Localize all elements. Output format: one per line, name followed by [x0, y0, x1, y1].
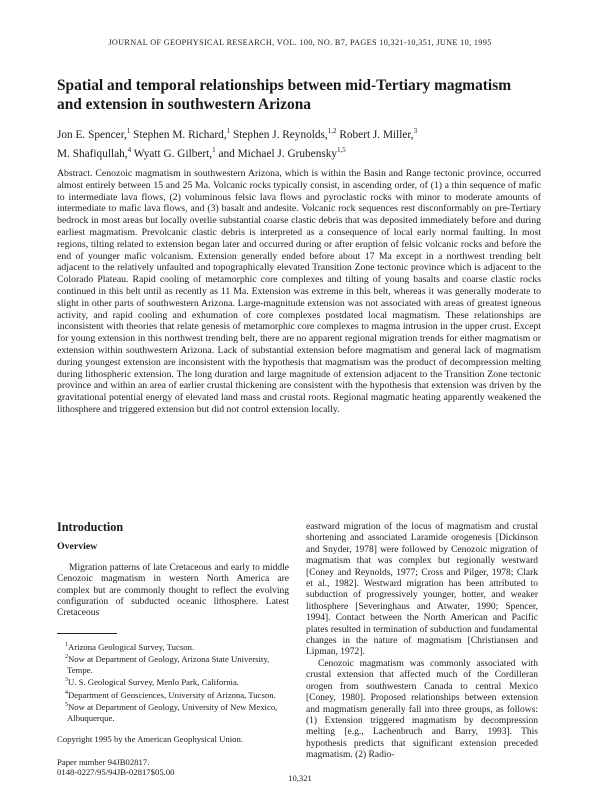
paper-number: Paper number 94JB02817. [57, 756, 150, 767]
author-affiliation-mark: 1 [126, 127, 131, 135]
paper-title: Spatial and temporal relationships between mid-Tertiary magmatism and extension in southwestern Arizona [57, 77, 512, 113]
author-affiliation-mark: 1,5 [337, 145, 346, 154]
author-list [57, 124, 557, 162]
footnote-mark: 1 [65, 641, 68, 648]
footnote-mark: 2 [65, 654, 68, 661]
abstract-label: Abstract. [57, 168, 93, 179]
author-name: Stephen M. Richard, [133, 128, 227, 141]
footnote [57, 640, 289, 652]
author-affiliation-mark: 1 [226, 127, 231, 135]
abstract-text: Cenozoic magmatism in southwestern Arizona, which is within the Basin and Range tectonic province, occurred almost entirely between 15 and 25 Ma. Volcanic rocks typically consist, in ascending order, of (1) a thin sequence of mafic to intermediate lava flows, (2) voluminous felsic lava flows and pyroclastic rocks with minor to moderate amounts of intermediate to mafic lava flows, and (3) basalt and andesite. Volcanic rock sequences rest disconformably on pre-Tertiary bedrock in most areas but locally overlie substantial coarse clastic debris that was deposited immediately before and during earliest magmatism. Prevolcanic clastic debris is interpreted as a consequence of local early normal faulting. In most regions, tilting related to extension began later and occurred during or after eruption of felsic volcanic rocks and before the end of younger mafic volcanism. Extension generally ended before about 17 Ma except in a northwest trending belt adjacent to the relatively unfaulted and topographically elevated Transition Zone tectonic province which is adjacent to the Colorado Plateau. Rapid cooling of metamorphic core complexes and tilting of young basalts and coarse clastic rocks continued in this belt until as recently as 11 Ma. Extension was extreme in this belt, whereas it was generally moderate to slight in other parts of southwestern Arizona. Large-magnitude extension was not associated with areas of greatest igneous activity, and rapid cooling and exhumation of core complexes postdated local magmatism. These relationships are inconsistent with theories that relate genesis of metamorphic core complexes to magma intrusion in the upper crust. Except for young extension in this northwest trending belt, there are no apparent regional migration trends for either magmatism or extension within southwestern Arizona. Lack of substantial extension before magmatism and general lack of magmatism during youngest extension are inconsistent with the hypothesis that magmatism was the product of decompression melting during lithospheric extension. The long duration and large magnitude of extension adjacent to the Transition Zone tectonic province and within an area of earlier crustal thickening are consistent with the hypothesis that extension was driven by the gravitational potential energy of elevated land mass and crustal roots. Regional magmatic heating apparently weakened the lithosphere and triggered extension but did not control extension locally. [57, 168, 541, 415]
right-column [306, 522, 538, 762]
journal-header: JOURNAL OF GEOPHYSICAL RESEARCH, VOL. 100, NO. B7, PAGES 10,321-10,351, JUNE 10, 1995 [108, 38, 492, 47]
body-paragraph: Cenozoic magmatism was commonly associated with crustal extension that affected much of the Cordilleran orogen from southwestern Canada to central Mexico [Coney, 1980]. Proposed relationships between extension and magmatism generally fall into three groups, as follows: (1) Extension triggered magmatism by decompression melting [e.g., Lachenbruch and Barry, 1993]. This hypothesis predicts that significant extension preceded magmatism. (2) Radio- [306, 658, 538, 761]
footnote [57, 675, 289, 687]
subsection-heading-overview: Overview [57, 541, 98, 553]
author-name: M. Shafiqullah, [57, 147, 128, 160]
body-paragraph: eastward migration of the locus of magmatism and crustal shortening and associated Laramide orogenesis [Dickinson and Snyder, 1978] were followed by Cenozoic migration of magmatism that was complex but regionally westward [Coney and Reynolds, 1977; Cross and Pilger, 1978; Clark et al., 1982]. Westward migration has been attributed to subduction of progressively younger, hotter, and weaker lithosphere [Severinghaus and Atwater, 1990; Spencer, 1994]. Contact between the North American and Pacific plates resulted in termination of subduction and fundamental changes in the nature of magmatism [Christiansen and Lipman, 1972]. [306, 522, 538, 658]
footnote-mark: 4 [65, 689, 68, 696]
author-name: Stephen J. Reynolds, [232, 128, 328, 141]
footnote-text: Now at Department of Geology, Arizona State University, Tempe. [67, 654, 270, 675]
body-paragraph: Migration patterns of late Cretaceous and early to middle Cenozoic magmatism in western North America are complex but are commonly thought to reflect the evolving configuration of subducted oceanic lithosphere. Latest Cretaceous [57, 562, 289, 619]
author-affiliation-mark: 3 [413, 127, 418, 135]
footnote-text: Now at Department of Geology, University of New Mexico, Albuquerque. [67, 702, 278, 723]
author-affiliation-mark: 4 [127, 145, 132, 154]
footnote [57, 652, 289, 675]
author-name: Wyatt G. Gilbert, [133, 147, 213, 160]
section-heading-introduction: Introduction [57, 520, 124, 534]
footnote [57, 700, 289, 723]
abstract [57, 168, 541, 416]
footnote-mark: 5 [65, 702, 68, 709]
author-name: Robert J. Miller, [339, 128, 414, 141]
footnote-divider [57, 633, 117, 634]
author-name: Jon E. Spencer, [57, 128, 127, 141]
issn-code: 0148-0227/95/94JB-02817$05.00 [57, 767, 175, 778]
author-affiliation-mark: 1 [212, 145, 216, 154]
left-column [57, 522, 289, 778]
author-affiliation-mark: 1,2 [327, 127, 337, 135]
copyright-notice: Copyright 1995 by the American Geophysical Union. [57, 734, 244, 745]
footnote-text: Department of Geosciences, University of Arizona, Tucson. [68, 689, 276, 700]
footnote-text: Arizona Geological Survey, Tucson. [68, 641, 195, 652]
footnote [57, 688, 289, 700]
footnote-mark: 3 [65, 677, 68, 684]
author-name: and Michael J. Grubensky [218, 147, 338, 160]
page-number: 10,321 [288, 773, 312, 783]
footnote-text: U. S. Geological Survey, Menlo Park, California. [68, 677, 239, 688]
